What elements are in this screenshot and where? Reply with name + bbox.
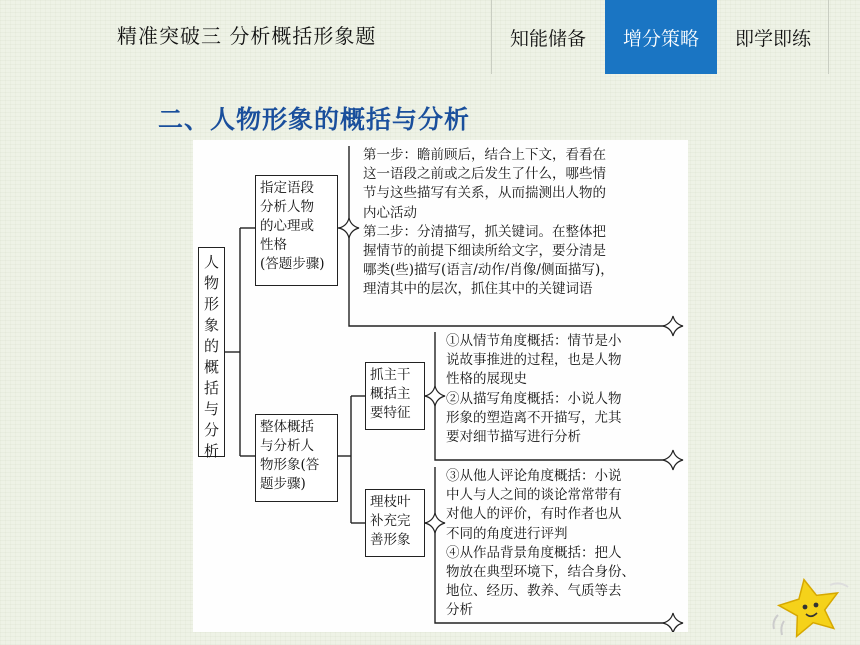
node-label-line: 的心理或 [260,218,314,234]
branch1-steps-text [363,146,675,300]
text-line: 节与这些描写有关系，从而揣测出人物的 [363,185,606,202]
text-line: 这一语段之前或之后发生了什么，哪些情 [363,166,606,183]
lesson-title: 精准突破三 分析概括形象题 [117,24,377,48]
text-line: 握情节的前提下细读所给文字，要分清是 [363,243,606,260]
root-node-char: 形 [203,295,219,313]
branch-node-specific-passage [255,175,338,286]
root-node-char: 分 [203,421,219,439]
root-node-char: 概 [203,358,219,376]
tab-knowledge[interactable]: 知能储备 [509,27,586,50]
text-line: 内心活动 [363,204,417,221]
sub2-methods-text [446,467,678,621]
tab-practice[interactable]: 即学即练 [734,27,811,50]
root-node-char: 与 [203,400,219,418]
text-line: 对他人的评价，有时作者也从 [446,506,622,523]
branch-node-overall-analysis [255,414,338,502]
root-node-char: 人 [203,253,219,271]
text-line: 形象的塑造离不开描写，尤其 [446,409,622,426]
node-label-line: 与分析人 [260,438,314,454]
node-label-line: 整体概括 [260,419,314,435]
header [0,0,860,76]
node-label-line: 理枝叶 [370,494,411,510]
root-node [198,247,225,460]
text-line: 要对细节描写进行分析 [446,429,581,446]
sub1-methods-text [446,332,678,447]
node-label-line: (答题步骤) [260,256,325,272]
tab-divider [828,0,829,74]
root-node-char: 象 [203,316,219,334]
text-line: 性格的展现史 [446,371,527,388]
text-line: ②从描写角度概括：小说人物 [446,390,622,407]
node-label-line: 指定语段 [260,180,314,196]
root-node-char: 析 [203,442,219,460]
text-line: 不同的角度进行评判 [446,525,568,542]
text-line: 物放在典型环境下，结合身份、 [446,564,635,581]
node-label-line: 抓主干 [370,367,411,383]
section-subtitle: 二、人物形象的概括与分析 [158,105,471,134]
sub-node-complete-image [365,489,425,557]
text-line: 哪类(些)描写(语言/动作/肖像/侧面描写)， [363,262,614,279]
root-node-char: 括 [203,379,219,397]
text-line: 第一步：瞻前顾后，结合上下文，看看在 [363,147,606,163]
text-line: 地位、经历、教养、气质等去 [446,583,622,600]
mind-map-diagram [193,140,688,632]
text-line: ③从他人评论角度概括：小说 [446,468,622,484]
node-label-line: 性格 [260,237,287,253]
text-line: 理清其中的层次，抓住其中的关键词语 [363,281,593,298]
root-node-char: 物 [203,274,219,292]
text-line: 分析 [446,602,473,619]
node-label-line: 分析人物 [260,199,314,215]
node-label-line: 题步骤) [260,476,306,492]
node-label-line: 物形象(答 [260,457,320,473]
tab-strategy[interactable]: 增分策略 [605,0,717,74]
node-label-line: 要特征 [370,405,411,421]
node-label-line: 善形象 [370,532,411,548]
text-line: ①从情节角度概括：情节是小 [446,333,622,349]
text-line: ④从作品背景角度概括：把人 [446,544,622,561]
node-label-line: 概括主 [370,386,411,402]
root-node-char: 的 [203,337,219,355]
text-line: 第二步：分清描写，抓关键词。在整体把 [363,223,606,240]
star-mascot-icon [770,575,850,641]
text-line: 说故事推进的过程，也是人物 [446,352,622,369]
node-label-line: 补充完 [370,513,411,529]
sub-node-main-features [365,362,425,430]
text-line: 中人与人之间的谈论常常带有 [446,487,622,504]
